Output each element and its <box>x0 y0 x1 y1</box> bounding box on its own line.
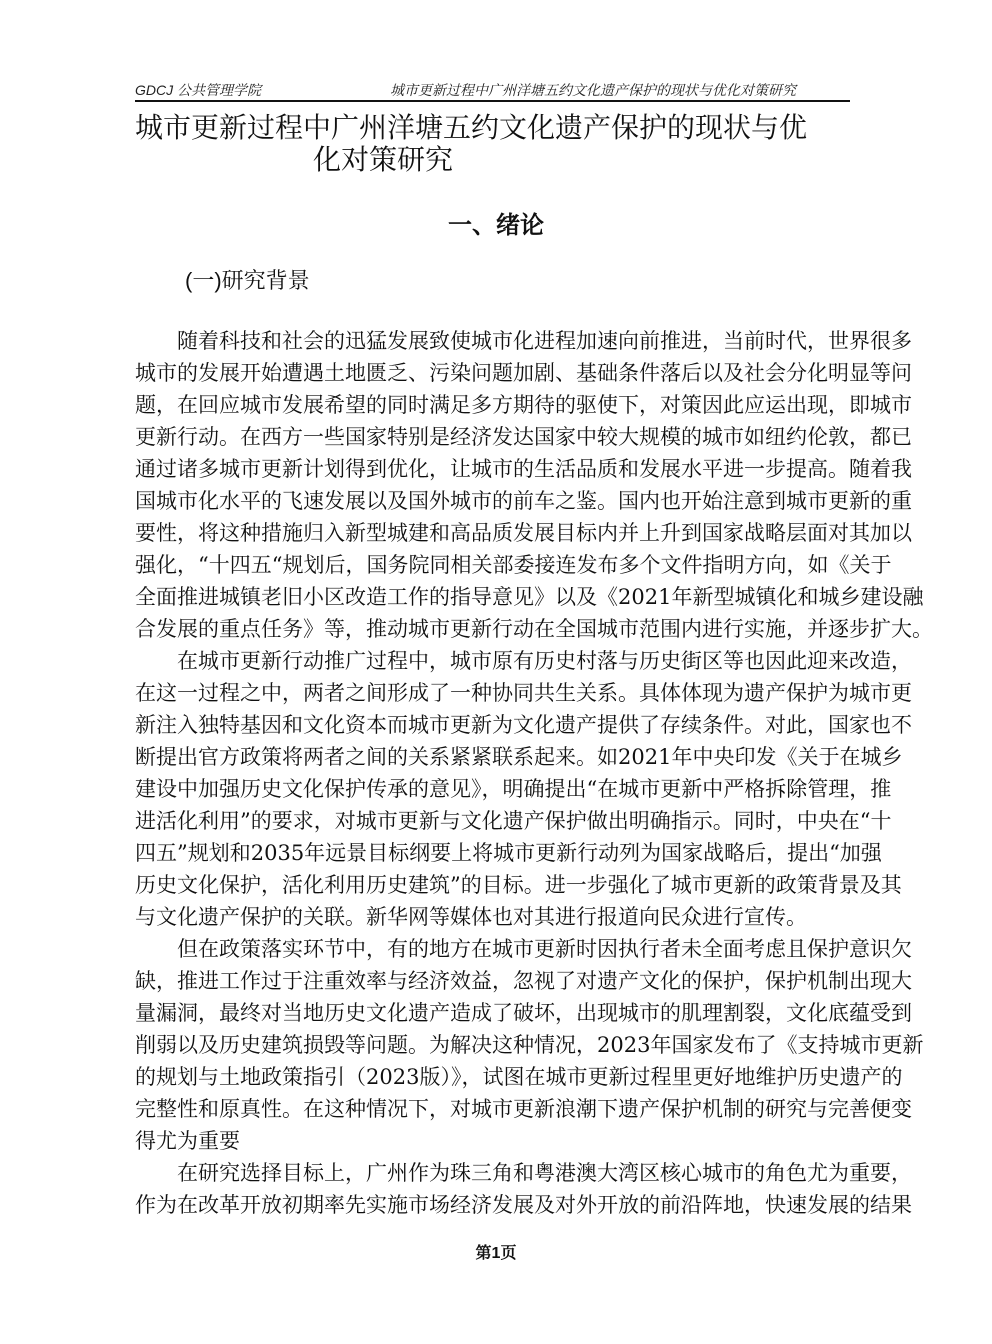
paragraph <box>135 325 933 645</box>
text-line: 进活化利用”的要求，对城市更新与文化遗产保护做出明确指示。同时，中央在“十 <box>135 809 892 833</box>
text-line: 在城市更新行动推广过程中，城市原有历史村落与历史街区等也因此迎来改造， <box>177 649 912 673</box>
paragraph <box>135 933 924 1157</box>
text-line: 作为在改革开放初期率先实施市场经济发展及对外开放的前沿阵地，快速发展的结果 <box>135 1193 912 1217</box>
text-line: 量漏洞，最终对当地历史文化遗产造成了破坏，出现城市的肌理割裂，文化底蕴受到 <box>135 1001 912 1025</box>
section-heading: 一、绪论 <box>448 212 544 239</box>
title-line-2: 化对策研究 <box>313 144 454 175</box>
paragraph <box>135 1157 912 1221</box>
text-line: 随着科技和社会的迅猛发展致使城市化进程加速向前推进，当前时代，世界很多 <box>177 329 912 353</box>
text-line: 更新行动。在西方一些国家特别是经济发达国家中较大规模的城市如纽约伦敦，都已 <box>135 425 912 449</box>
text-line: 断提出官方政策将两者之间的关系紧紧联系起来。如2021年中央印发《关于在城乡 <box>135 745 903 769</box>
page-header <box>135 78 850 100</box>
text-line: 完整性和原真性。在这种情况下，对城市更新浪潮下遗产保护机制的研究与完善便变 <box>135 1097 912 1121</box>
text-line: 的规划与土地政策指引（2023版）》，试图在城市更新过程里更好地维护历史遗产的 <box>135 1065 903 1089</box>
header-rule <box>135 100 850 102</box>
text-line: 题，在回应城市发展希望的同时满足多方期待的驱使下，对策因此应运出现，即城市 <box>135 393 912 417</box>
text-line: 新注入独特基因和文化资本而城市更新为文化遗产提供了存续条件。对此，国家也不 <box>135 713 912 737</box>
document-title <box>135 112 850 176</box>
text-line: 削弱以及历史建筑损毁等问题。为解决这种情况，2023年国家发布了《支持城市更新 <box>135 1033 924 1057</box>
body-text <box>135 325 933 1221</box>
text-line: 全面推进城镇老旧小区改造工作的指导意见》以及《2021年新型城镇化和城乡建设融 <box>135 585 924 609</box>
text-line: 但在政策落实环节中，有的地方在城市更新时因执行者未全面考虑且保护意识欠 <box>177 937 912 961</box>
text-line: 强化，“十四五“规划后，国务院同相关部委接连发布多个文件指明方向，如《关于 <box>135 553 892 577</box>
text-line: 通过诸多城市更新计划得到优化，让城市的生活品质和发展水平进一步提高。随着我 <box>135 457 912 481</box>
text-line: 得尤为重要 <box>135 1129 240 1153</box>
text-line: 与文化遗产保护的关联。新华网等媒体也对其进行报道向民众进行宣传。 <box>135 905 807 929</box>
text-line: 建设中加强历史文化保护传承的意见》，明确提出“在城市更新中严格拆除管理，推 <box>135 777 892 801</box>
title-line-1: 城市更新过程中广州洋塘五约文化遗产保护的现状与优 <box>135 112 808 143</box>
text-line: 合发展的重点任务》等，推动城市更新行动在全国城市范围内进行实施，并逐步扩大。 <box>135 617 933 641</box>
text-line: 要性，将这种措施归入新型城建和高品质发展目标内并上升到国家战略层面对其加以 <box>135 521 912 545</box>
subsection-heading: (一)研究背景 <box>185 268 310 293</box>
header-left: GDCJ 公共管理学院 <box>135 82 261 98</box>
text-line: 历史文化保护，活化利用历史建筑”的目标。进一步强化了城市更新的政策背景及其 <box>135 873 902 897</box>
text-line: 在研究选择目标上，广州作为珠三角和粤港澳大湾区核心城市的角色尤为重要， <box>177 1161 912 1185</box>
text-line: 缺，推进工作过于注重效率与经济效益，忽视了对遗产文化的保护，保护机制出现大 <box>135 969 912 993</box>
text-line: 四五”规划和2035年远景目标纲要上将城市更新行动列为国家战略后，提出“加强 <box>135 841 882 865</box>
text-line: 在这一过程之中，两者之间形成了一种协同共生关系。具体体现为遗产保护为城市更 <box>135 681 912 705</box>
text-line: 国城市化水平的飞速发展以及国外城市的前车之鉴。国内也开始注意到城市更新的重 <box>135 489 912 513</box>
page-number: 第1页 <box>475 1245 517 1262</box>
text-line: 城市的发展开始遭遇土地匮乏、污染问题加剧、基础条件落后以及社会分化明显等问 <box>135 361 912 385</box>
header-right: 城市更新过程中广州洋塘五约文化遗产保护的现状与优化对策研究 <box>390 82 796 98</box>
paragraph <box>135 645 912 933</box>
